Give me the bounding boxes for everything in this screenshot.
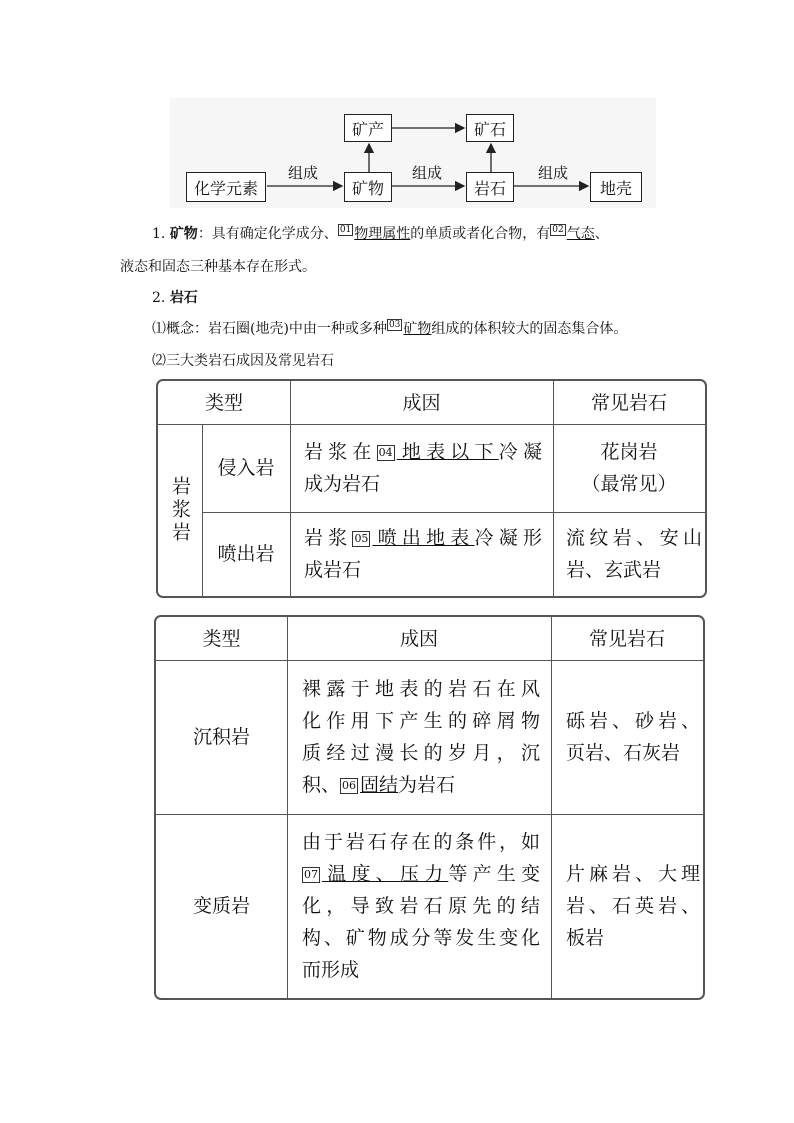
text: 为岩石: [398, 774, 456, 796]
table-igneous-rock: [156, 379, 707, 598]
cause-metamorphic: [302, 814, 540, 998]
header-type: 类型: [202, 627, 241, 650]
heading-title: 岩石: [169, 290, 198, 306]
rock-note: （最常见）: [581, 473, 677, 495]
cause-line: 化作用下产生的碎屑物: [302, 710, 540, 732]
term-mineral: 矿物: [169, 226, 198, 242]
answer-consolidation: 固结: [360, 774, 399, 796]
header-cause: 成因: [402, 391, 441, 414]
answer-gaseous: 气态: [566, 226, 595, 242]
text: 的单质或者化合物，有: [410, 226, 551, 242]
text: 冷凝: [498, 441, 542, 463]
header-cause: 成因: [399, 627, 438, 650]
box-ore: 矿石: [466, 114, 514, 142]
item-number: 2.: [152, 290, 166, 306]
cause-sedimentary: [302, 660, 540, 814]
blank-number-01: 01: [339, 225, 352, 236]
cause-line: [302, 769, 540, 801]
text: 冷凝形: [474, 527, 542, 549]
blank-number-02: 02: [552, 225, 564, 236]
header-common-rock: 常见岩石: [588, 627, 665, 650]
text: 积、: [302, 774, 341, 796]
header-common-rock: 常见岩石: [590, 391, 667, 414]
type-extrusive-rock: 喷出岩: [217, 543, 275, 565]
blank-number-07: 07: [304, 868, 318, 881]
arrow-label-compose-1: 组成: [288, 164, 319, 182]
blank-number-05: 05: [354, 532, 369, 545]
rock-name: 板岩: [566, 927, 605, 949]
answer-physical-property: 物理属性: [354, 226, 411, 242]
heading-rock: [152, 288, 198, 308]
answer-temperature-pressure: 温度、压力: [322, 863, 449, 885]
rocks-metamorphic: [566, 814, 700, 998]
text: 岩浆: [304, 527, 353, 549]
paragraph-concept: [152, 319, 627, 339]
paragraph-mineral: [152, 224, 609, 244]
arrow-label-compose-3: 组成: [538, 164, 569, 182]
text: ：具有确定化学成分、: [197, 226, 338, 242]
rocks-intrusive: [553, 424, 705, 512]
rock-name: 岩、玄武岩: [566, 559, 662, 581]
table-sedimentary-metamorphic: [154, 615, 705, 1000]
type-intrusive-rock: 侵入岩: [217, 457, 275, 479]
rock-name: 页岩、石灰岩: [566, 742, 681, 764]
cause-line: [304, 522, 542, 554]
cause-line: 裸露于地表的岩石在风: [302, 678, 540, 700]
box-mineral-deposit: 矿产: [344, 114, 392, 142]
cause-line: [304, 436, 542, 468]
text: 组成的体积较大的固态集合体。: [431, 321, 628, 337]
cause-line: 化，导致岩石原先的结: [302, 895, 540, 917]
cause-line: 由于岩石存在的条件，如: [302, 831, 540, 853]
answer-mineral: 矿物: [403, 321, 432, 337]
item-number: 1.: [152, 226, 166, 242]
paragraph-three-types: ⑵三大类岩石成因及常见岩石: [152, 353, 334, 369]
rocks-extrusive: [566, 512, 702, 596]
rock-name: 岩、石英岩、: [566, 895, 700, 917]
box-mineral: 矿物: [344, 172, 392, 202]
blank-number-03: 03: [388, 320, 401, 331]
header-type: 类型: [204, 391, 243, 414]
answer-below-surface: 地表以下: [396, 441, 499, 463]
cause-line: 成岩石: [304, 559, 362, 581]
type-metamorphic-rock: 变质岩: [192, 895, 250, 917]
answer-erupt-surface: 喷出地表: [372, 527, 475, 549]
group-magmatic-rock: 岩浆岩: [169, 475, 191, 545]
blank-number-06: 06: [342, 779, 357, 792]
text: 、: [594, 226, 609, 242]
box-rock: 岩石: [466, 172, 514, 202]
cause-line: 质经过漫长的岁月，沉: [302, 742, 540, 764]
box-crust: 地壳: [590, 172, 642, 202]
box-chemical-elements: 化学元素: [186, 172, 266, 202]
text: 岩浆在: [304, 441, 377, 463]
blank-number-04: 04: [378, 446, 393, 459]
rock-name: 片麻岩、大理: [566, 863, 700, 885]
arrow-label-compose-2: 组成: [412, 164, 443, 182]
type-sedimentary-rock: 沉积岩: [192, 726, 250, 748]
cause-intrusive: [304, 424, 542, 512]
rock-name: 花岗岩: [600, 441, 658, 463]
rocks-sedimentary: [566, 660, 700, 814]
rock-name: 流纹岩、安山: [566, 527, 702, 549]
text: 等产生变: [448, 863, 540, 885]
cause-line: 构、矿物成分等发生变化: [302, 927, 540, 949]
text: ⑴概念：岩石圈(地壳)中由一种或多种: [152, 321, 387, 337]
paragraph-mineral-line2: 液态和固态三种基本存在形式。: [120, 259, 316, 275]
cause-line: 而形成: [302, 959, 360, 981]
cause-line: 成为岩石: [304, 473, 381, 495]
cause-line: [302, 858, 540, 890]
cause-extrusive: [304, 512, 542, 596]
rock-formation-diagram: [170, 98, 656, 208]
rock-name: 砾岩、砂岩、: [566, 710, 700, 732]
